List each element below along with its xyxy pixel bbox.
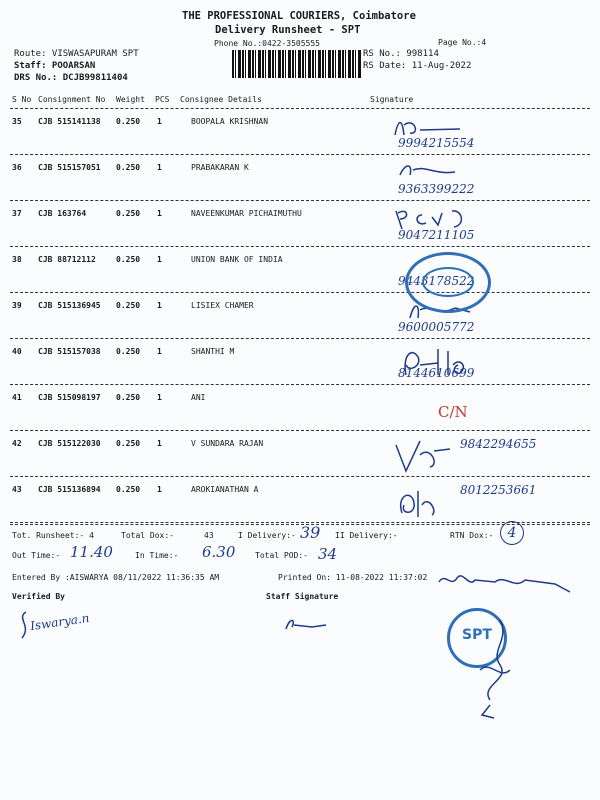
in-time-value: 6.30 [202, 543, 236, 561]
i-delivery-value: 39 [300, 523, 321, 542]
row-consignment-no: CJB 163764 [38, 209, 87, 218]
total-pod-label: Total POD:- [255, 551, 308, 560]
staff-name: Staff: POOARSAN [14, 61, 96, 71]
row-sno: 36 [12, 163, 22, 172]
col-signature: Signature [370, 95, 414, 104]
row-weight: 0.250 [116, 393, 141, 402]
staff-signature-label: Staff Signature [266, 592, 339, 601]
row-divider [10, 246, 590, 247]
rs-number: RS No.: 998114 [363, 49, 439, 59]
row-consignee-name: UNION BANK OF INDIA [191, 255, 283, 264]
in-time-label: In Time:- [135, 551, 179, 560]
row-consignee-name: BOOPALA KRISHNAN [191, 117, 269, 126]
row-handwritten-phone: 9363399222 [398, 182, 475, 196]
signature-row-35 [390, 115, 470, 140]
drs-number: DRS No.: DCJB99811404 [14, 73, 128, 83]
row-pcs: 1 [157, 163, 162, 172]
row-pcs: 1 [157, 485, 162, 494]
signature-row-42 [390, 435, 460, 475]
col-consignment: Consignment No [38, 95, 106, 104]
row-weight: 0.250 [116, 117, 141, 126]
route: Route: VISWASAPURAM SPT [14, 49, 139, 59]
row-handwritten-phone: 8144610699 [398, 366, 475, 380]
row-pcs: 1 [157, 439, 162, 448]
header-divider [10, 108, 590, 109]
row-consignee-name: V SUNDARA RAJAN [191, 439, 264, 448]
row-handwritten-phone: 8012253661 [460, 483, 537, 497]
total-runsheet: Tot. Runsheet:- 4 [12, 531, 94, 540]
row-consignee-name: LISIEX CHAMER [191, 301, 254, 310]
row-sno: 42 [12, 439, 22, 448]
col-sno: S No [12, 95, 32, 104]
row-weight: 0.250 [116, 439, 141, 448]
row-consignment-no: CJB 515136945 [38, 301, 101, 310]
row-divider [10, 200, 590, 201]
verified-by-label: Verified By [12, 592, 65, 601]
runsheet-title: Delivery Runsheet - SPT [215, 24, 361, 36]
col-pcs: PCS [155, 95, 170, 104]
out-time-value: 11.40 [70, 543, 113, 561]
row-pcs: 1 [157, 393, 162, 402]
row-divider [10, 338, 590, 339]
row-consignment-no: CJB 515157038 [38, 347, 101, 356]
row-consignment-no: CJB 88712112 [38, 255, 96, 264]
printed-on: Printed On: 11-08-2022 11:37:02 [278, 573, 428, 582]
spt-stamp-text: SPT [462, 627, 492, 643]
signature-row-37 [392, 205, 492, 233]
staff-handwritten-name [435, 568, 575, 598]
signature-row-40 [398, 345, 498, 380]
row-weight: 0.250 [116, 209, 141, 218]
row-sno: 40 [12, 347, 22, 356]
verified-by-signature: Iswarya.n [29, 610, 91, 634]
row-weight: 0.250 [116, 163, 141, 172]
row-consignee-name: AROKIANATHAN A [191, 485, 259, 494]
row-divider [10, 476, 590, 477]
row-weight: 0.250 [116, 347, 141, 356]
row-weight: 0.250 [116, 301, 141, 310]
total-dox-label: Total Dox:- [121, 531, 174, 540]
row-sno: 38 [12, 255, 22, 264]
row-divider [10, 430, 590, 431]
signature-row-43 [392, 485, 452, 520]
row-pcs: 1 [157, 347, 162, 356]
row-weight: 0.250 [116, 485, 141, 494]
signature-row-36 [395, 160, 475, 180]
col-consignee: Consignee Details [180, 95, 262, 104]
out-time-label: Out Time:- [12, 551, 61, 560]
bank-stamp [405, 252, 491, 313]
row-handwritten-phone: 9047211105 [398, 228, 475, 242]
row-pcs: 1 [157, 301, 162, 310]
rtn-dox-label: RTN Dox:- [450, 531, 494, 540]
row-sno: 43 [12, 485, 22, 494]
row-sno: 41 [12, 393, 22, 402]
cn-note: C/N [438, 403, 468, 421]
row-handwritten-phone: 9994215554 [398, 136, 475, 150]
col-weight: Weight [116, 95, 145, 104]
stamp-signature [470, 610, 540, 720]
row-consignee-name: SHANTHI M [191, 347, 235, 356]
rs-date: RS Date: 11-Aug-2022 [363, 61, 472, 71]
barcode [232, 50, 362, 78]
row-divider [10, 292, 590, 293]
entered-by: Entered By :AISWARYA 08/11/2022 11:36:35 AM [12, 573, 220, 582]
i-delivery-label: I Delivery:- [238, 531, 296, 540]
staff-signature [282, 615, 332, 635]
row-sno: 39 [12, 301, 22, 310]
row-divider [10, 384, 590, 385]
page-number: Page No.:4 [438, 38, 487, 47]
ii-delivery-label: II Delivery:- [335, 531, 398, 540]
rtn-dox-value: 4 [500, 521, 524, 545]
row-pcs: 1 [157, 117, 162, 126]
row-consignment-no: CJB 515141138 [38, 117, 101, 126]
row-divider [10, 154, 590, 155]
row-consignment-no: CJB 515122030 [38, 439, 101, 448]
total-pod-value: 34 [318, 545, 338, 563]
row-consignee-name: ANI [191, 393, 206, 402]
verified-by-flourish [12, 608, 37, 643]
row-consignment-no: CJB 515157051 [38, 163, 101, 172]
row-sno: 37 [12, 209, 22, 218]
row-pcs: 1 [157, 255, 162, 264]
phone-number: Phone No.:0422-3505555 [214, 39, 320, 48]
row-handwritten-phone: 9600005772 [398, 320, 475, 334]
row-handwritten-phone: 9842294655 [460, 437, 537, 451]
row-consignee-name: NAVEENKUMAR PICHAIMUTHU [191, 209, 302, 218]
row-consignment-no: CJB 515136894 [38, 485, 101, 494]
row-consignee-name: PRABAKARAN K [191, 163, 249, 172]
row-sno: 35 [12, 117, 22, 126]
row-weight: 0.250 [116, 255, 141, 264]
total-dox-value: 43 [204, 531, 214, 540]
row-consignment-no: CJB 515098197 [38, 393, 101, 402]
row-pcs: 1 [157, 209, 162, 218]
row-handwritten-phone: 9443178522 [398, 274, 475, 288]
company-name: THE PROFESSIONAL COURIERS, Coimbatore [182, 10, 416, 22]
